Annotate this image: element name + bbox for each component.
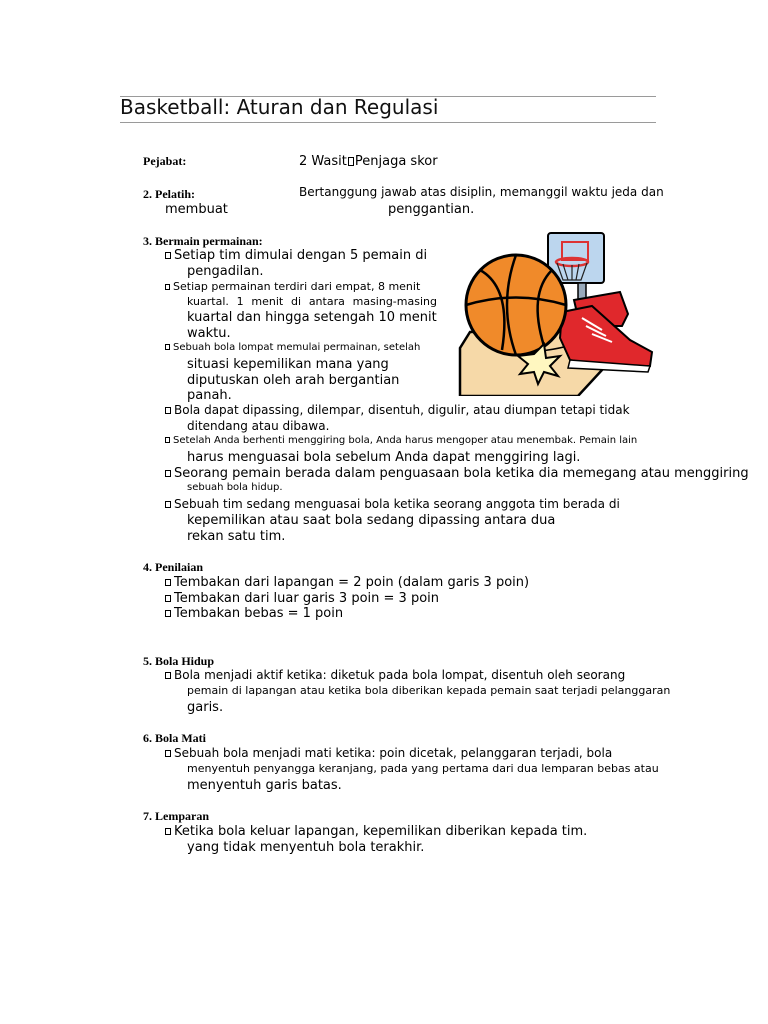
pejabat-value-a: 2 Wasit [299,154,347,169]
lemparan-line2: yang tidak menyentuh bola terakhir. [187,840,425,855]
basketball-clipart [452,230,658,396]
missing-glyph-icon [348,157,354,166]
bullet-icon [165,437,170,443]
bermain-bullet-1: Setiap tim dimulai dengan 5 pemain di [165,248,427,263]
bullet-icon [165,470,171,477]
lemparan-label: 7. Lemparan [143,809,209,823]
bermain-bullet-2: Setiap permainan terdiri dari empat, 8 menit [165,280,420,293]
lemparan-line1: Ketika bola keluar lapangan, kepemilikan diberikan kepada tim. [165,824,587,839]
penilaian-item: Tembakan bebas = 1 poin [165,606,343,621]
bullet-icon [165,344,170,350]
bola-mati-line1: Sebuah bola menjadi mati ketika: poin dicetak, pelanggaran terjadi, bola [165,746,612,760]
bermain-bullet-3: Sebuah bola lompat memulai permainan, setelah [165,342,420,353]
bermain-bullet-5: Setelah Anda berhenti menggiring bola, Anda harus mengoper atau menembak. Pemain lain [165,435,637,446]
bermain-bullet-5-cont: harus menguasai bola sebelum Anda dapat menggiring lagi. [187,450,581,465]
bola-hidup-line3: garis. [187,700,224,715]
bullet-icon [165,284,170,290]
bullet-icon [165,501,171,508]
pelatih-line2b: penggantian. [388,202,475,217]
bermain-bullet-3-cont3: panah. [187,388,232,403]
bola-hidup-label: 5. Bola Hidup [143,654,215,668]
bermain-bullet-4: Bola dapat dipassing, dilempar, disentuh, digulir, atau diumpan tetapi tidak [165,403,630,417]
bola-mati-label: 6. Bola Mati [143,731,206,745]
bermain-bullet-6-cont: sebuah bola hidup. [187,482,283,493]
bermain-bullet-2-cont: kuartal. 1 menit di antara masing-masing [187,295,437,308]
pejabat-value [299,154,438,169]
penilaian-item: Tembakan dari lapangan = 2 poin (dalam garis 3 poin) [165,575,529,590]
pejabat-value-b: Penjaga skor [354,154,438,169]
bullet-icon [165,672,171,679]
bermain-bullet-7: Sebuah tim sedang menguasai bola ketika seorang anggota tim berada di [165,497,620,511]
bermain-bullet-2-cont3: waktu. [187,326,231,341]
title-underline [120,122,656,123]
pelatih-line1: Bertanggung jawab atas disiplin, memanggil waktu jeda dan [299,185,664,199]
page-title: Basketball: Aturan dan Regulasi [120,95,439,119]
bermain-label: 3. Bermain permainan: [143,234,263,248]
bermain-bullet-4-cont: ditendang atau dibawa. [187,419,330,433]
bullet-icon [165,407,171,414]
bermain-bullet-3-cont2: diputuskan oleh arah bergantian [187,373,400,388]
bola-mati-line3: menyentuh garis batas. [187,778,342,793]
bullet-icon [165,595,171,602]
bermain-bullet-7-cont: kepemilikan atau saat bola sedang dipassing antara dua [187,513,556,528]
penilaian-item: Tembakan dari luar garis 3 poin = 3 poin [165,591,439,606]
bermain-bullet-6: Seorang pemain berada dalam penguasaan bola ketika dia memegang atau menggiring [165,466,749,481]
pejabat-label: Pejabat: [143,154,187,168]
bermain-bullet-1-cont: pengadilan. [187,264,264,279]
pelatih-line2a: membuat [165,202,228,217]
bullet-icon [165,252,171,259]
bermain-bullet-3-cont: situasi kepemilikan mana yang [187,357,389,372]
bola-hidup-line1: Bola menjadi aktif ketika: diketuk pada bola lompat, disentuh oleh seorang [165,668,625,682]
penilaian-label: 4. Penilaian [143,560,204,574]
bermain-bullet-2-cont2: kuartal dan hingga setengah 10 menit [187,310,437,325]
bullet-icon [165,610,171,617]
bullet-icon [165,579,171,586]
bola-mati-line2: menyentuh penyangga keranjang, pada yang pertama dari dua lemparan bebas atau [187,762,659,775]
bermain-bullet-7-cont2: rekan satu tim. [187,529,286,544]
bullet-icon [165,828,171,835]
bullet-icon [165,750,171,757]
pelatih-label: 2. Pelatih: [143,187,195,201]
bola-hidup-line2: pemain di lapangan atau ketika bola diberikan kepada pemain saat terjadi pelanggaran [187,684,671,697]
